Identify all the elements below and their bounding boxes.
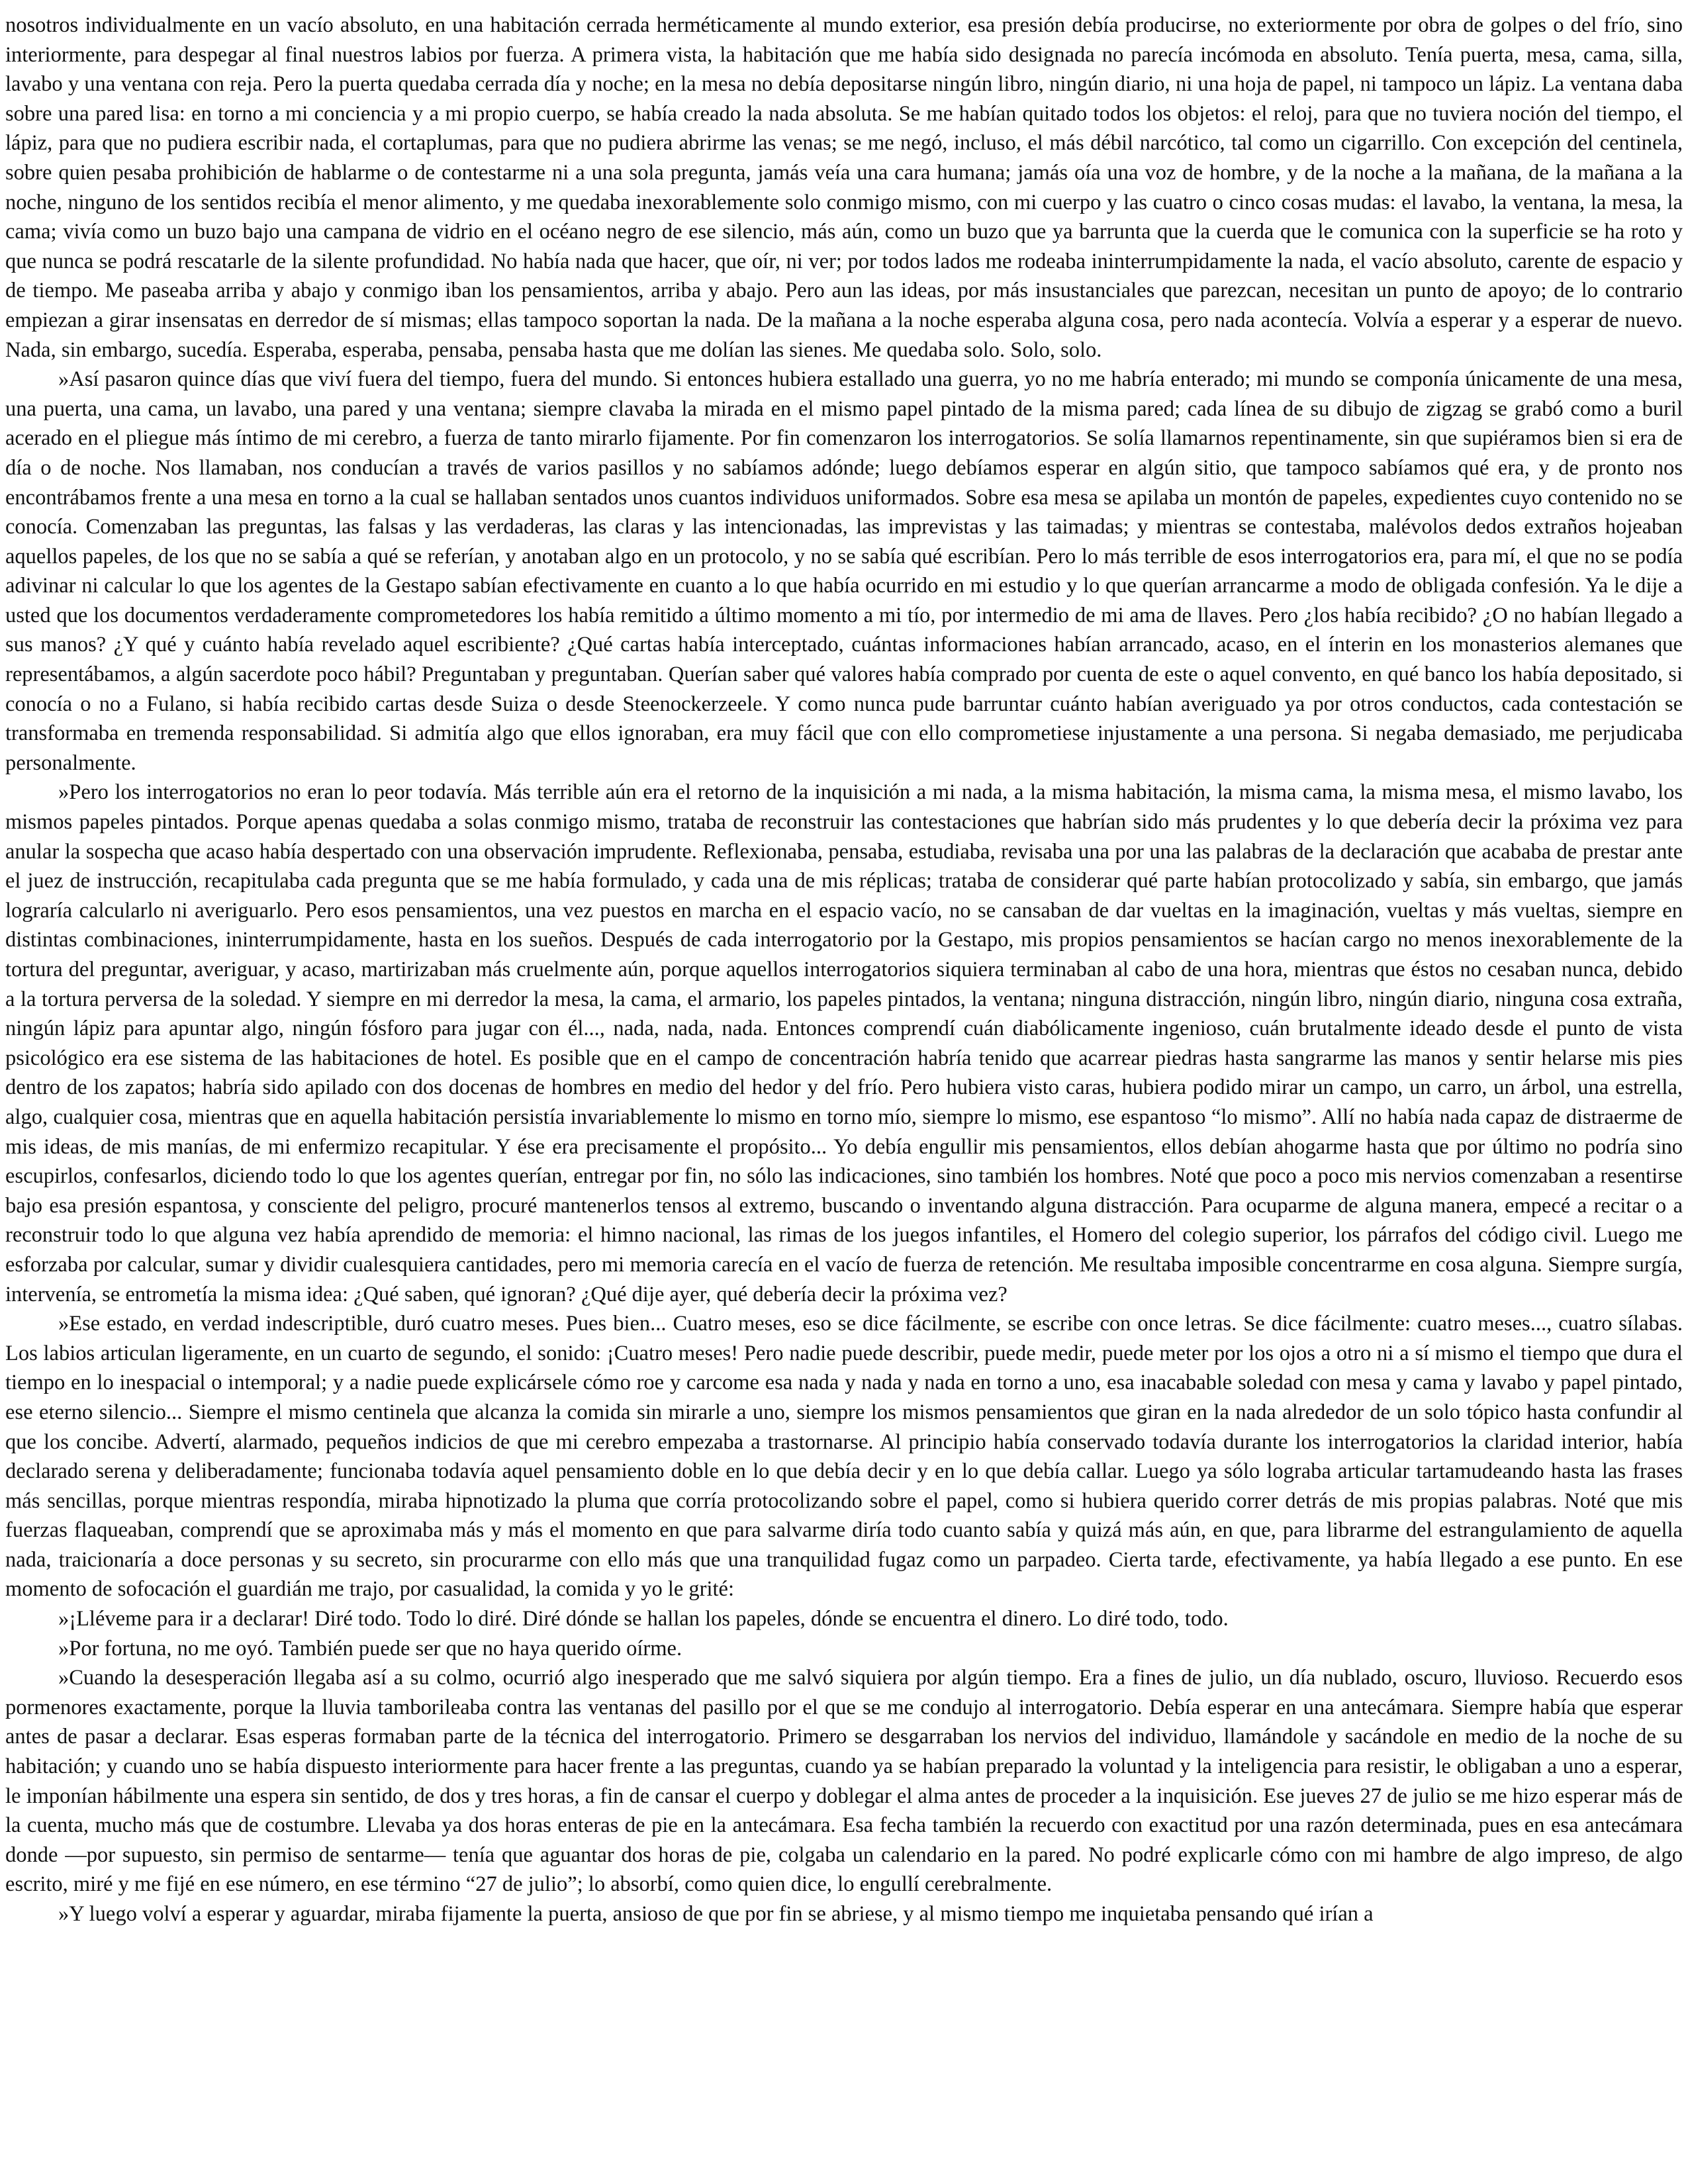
- paragraph: »¡Lléveme para ir a declarar! Diré todo. Todo lo diré. Diré dónde se hallan los papeles, dónde se encuentra el dinero. Lo diré todo, todo.: [58, 1607, 1229, 1631]
- document-page: [5, 11, 1683, 1929]
- paragraph: nosotros individualmente en un vacío absoluto, en una habitación cerrada herméticamente al mundo exterior, esa presión debía producirse, no exteriormente por obra de golpes o del frío, sino interiormente, para despegar al final nuestros labios por fuerza. A primera vista, la habitación que me había sido designada no parecía incómoda en absoluto. Tenía puerta, mesa, cama, silla, lavabo y una ventana con reja. Pero la puerta quedaba cerrada día y noche; en la mesa no debía depositarse ningún libro, ningún diario, ni una hoja de papel, ni tampoco un lápiz. La ventana daba sobre una pared lisa: en torno a mi conciencia y a mi propio cuerpo, se había creado la nada absoluta. Se me habían quitado todos los objetos: el reloj, para que no tuviera noción del tiempo, el lápiz, para que no pudiera escribir nada, el cortaplumas, para que no pudiera abrirme las venas; se me negó, incluso, el más débil narcótico, tal como un cigarrillo. Con excepción del centinela, sobre quien pesaba prohibición de hablarme o de contestarme ni a una sola pregunta, jamás veía una cara humana; jamás oía una voz de hombre, y de la noche a la mañana, de la mañana a la noche, ninguno de los sentidos recibía el menor alimento, y me quedaba inexorablemente solo conmigo mismo, con mi cuerpo y las cuatro o cinco cosas mudas: el lavabo, la ventana, la mesa, la cama; vivía como un buzo bajo una campana de vidrio en el océano negro de ese silencio, más aún, como un buzo que ya barrunta que la cuerda que le comunica con la superficie se ha roto y que nunca se podrá rescatarle de la silente profundidad. No había nada que hacer, que oír, ni ver; por todos lados me rodeaba ininterrumpidamente la nada, el vacío absoluto, carente de espacio y de tiempo. Me paseaba arriba y abajo y conmigo iban los pensamientos, arriba y abajo. Pero aun las ideas, por más insustanciales que parezcan, necesitan un punto de apoyo; de lo contrario empiezan a girar insensatas en derredor de sí mismas; ellas tampoco soportan la nada. De la mañana a la noche esperaba alguna cosa, pero nada acontecía. Volvía a esperar y a esperar de nuevo. Nada, sin embargo, sucedía. Esperaba, esperaba, pensaba, pensaba hasta que me dolían las sienes. Me quedaba solo. Solo, solo.: [5, 13, 1683, 362]
- paragraph: »Y luego volví a esperar y aguardar, miraba fijamente la puerta, ansioso de que por fin se abriese, y al mismo tiempo me inquietaba pensando qué irían a: [58, 1902, 1374, 1926]
- paragraph: »Ese estado, en verdad indescriptible, duró cuatro meses. Pues bien... Cuatro meses, eso se dice fácilmente, se escribe con once letras. Se dice fácilmente: cuatro meses..., cuatro sílabas. Los labios articulan ligeramente, en un cuarto de segundo, el sonido: ¡Cuatro meses! Pero nadie puede describir, puede medir, puede meter por los ojos a otro ni a sí mismo el tiempo que dura el tiempo en lo inespacial o intemporal; y a nadie puede explicársele cómo roe y carcome esa nada y nada y nada en torno a uno, esa inacabable soledad con mesa y cama y lavabo y papel pintado, ese eterno silencio... Siempre el mismo centinela que alcanza la comida sin mirarle a uno, siempre los mismos pensamientos que giran en la nada alrededor de un solo tópico hasta confundir al que los concibe. Advertí, alarmado, pequeños indicios de que mi cerebro empezaba a trastornarse. Al principio había conservado todavía durante los interrogatorios la claridad interior, había declarado serena y deliberadamente; funcionaba todavía aquel pensamiento doble en lo que debía decir y en lo que debía callar. Luego ya sólo lograba articular tartamudeando hasta las frases más sencillas, porque mientras respondía, miraba hipnotizado la pluma que corría protocolizando sobre el papel, como si hubiera querido correr detrás de mis propias palabras. Noté que mis fuerzas flaqueaban, comprendí que se aproximaba más y más el momento en que para salvarme diría todo cuanto sabía y quizá más aún, en que, para librarme del estrangulamiento de aquella nada, traicionaría a doce personas y su secreto, sin procurarme con ello más que una tranquilidad fugaz como un parpadeo. Cierta tarde, efectivamente, ya había llegado a ese punto. En ese momento de sofocación el guardián me trajo, por casualidad, la comida y yo le grité:: [5, 1312, 1683, 1602]
- paragraph: »Por fortuna, no me oyó. También puede ser que no haya querido oírme.: [58, 1636, 682, 1661]
- paragraph: »Cuando la desesperación llegaba así a su colmo, ocurrió algo inesperado que me salvó siquiera por algún tiempo. Era a fines de julio, un día nublado, oscuro, lluvioso. Recuerdo esos pormenores exactamente, porque la lluvia tamborileaba contra las ventanas del pasillo por el que se me condujo al interrogatorio. Debía esperar en una antecámara. Siempre había que esperar antes de pasar a declarar. Esas esperas formaban parte de la técnica del interrogatorio. Primero se desgarraban los nervios del individuo, llamándole y sacándole en medio de la noche de su habitación; y cuando uno se había dispuesto interiormente para hacer frente a las preguntas, cuando ya se habían preparado la voluntad y la inteligencia para resistir, le obligaban a uno a esperar, le imponían hábilmente una espera sin sentido, de dos y tres horas, a fin de cansar el cuerpo y doblegar el alma antes de proceder a la inquisición. Ese jueves 27 de julio se me hizo esperar más de la cuenta, mucho más que de costumbre. Llevaba ya dos horas enteras de pie en la antecámara. Esa fecha también la recuerdo con exactitud por una razón determinada, pues en esa antecámara donde —por supuesto, sin permiso de sentarme— tenía que aguantar dos horas de pie, colgaba un calendario en la pared. No podré explicarle cómo con mi hambre de algo impreso, de algo escrito, miré y me fijé en ese número, en ese término “27 de julio”; lo absorbí, como quien dice, lo engullí cerebralmente.: [5, 1666, 1683, 1897]
- paragraph: »Pero los interrogatorios no eran lo peor todavía. Más terrible aún era el retorno de la inquisición a mi nada, a la misma habitación, la misma cama, la misma mesa, el mismo lavabo, los mismos papeles pintados. Porque apenas quedaba a solas conmigo mismo, trataba de reconstruir las contestaciones que habrían sido más prudentes y lo que debería decir la próxima vez para anular la sospecha que acaso había despertado con una observación imprudente. Reflexionaba, pensaba, estudiaba, revisaba una por una las palabras de la declaración que acababa de prestar ante el juez de instrucción, recapitulaba cada pregunta que se me había formulado, y cada una de mis réplicas; trataba de considerar qué parte habían protocolizado y sabía, sin embargo, que jamás lograría calcularlo ni averiguarlo. Pero esos pensamientos, una vez puestos en marcha en el espacio vacío, no se cansaban de dar vueltas en la imaginación, vueltas y más vueltas, siempre en distintas combinaciones, ininterrumpidamente, hasta en los sueños. Después de cada interrogatorio por la Gestapo, mis propios pensamientos se hacían cargo no menos inexorablemente de la tortura del preguntar, averiguar, y acaso, martirizaban más cruelmente aún, porque aquellos interrogatorios siquiera terminaban al cabo de una hora, mientras que éstos no cesaban nunca, debido a la tortura perversa de la soledad. Y siempre en mi derredor la mesa, la cama, el armario, los papeles pintados, la ventana; ninguna distracción, ningún libro, ningún diario, ninguna cosa extraña, ningún lápiz para apuntar algo, ningún fósforo para jugar con él..., nada, nada, nada. Entonces comprendí cuán diabólicamente ingenioso, cuán brutalmente ideado desde el punto de vista psicológico era ese sistema de las habitaciones de hotel. Es posible que en el campo de concentración habría tenido que acarrear piedras hasta sangrarme las manos y sentir helarse mis pies dentro de los zapatos; habría sido apilado con dos docenas de hombres en medio del hedor y del frío. Pero hubiera visto caras, hubiera podido mirar un campo, un carro, un árbol, una estrella, algo, cualquier cosa, mientras que en aquella habitación persistía invariablemente lo mismo en torno mío, siempre lo mismo, ese espantoso “lo mismo”. Allí no había nada capaz de distraerme de mis ideas, de mis manías, de mi enfermizo recapitular. Y ése era precisamente el propósito... Yo debía engullir mis pensamientos, ellos debían ahogarme hasta que por último no podría sino escupirlos, confesarlos, diciendo todo lo que los agentes querían, entregar por fin, no sólo las indicaciones, sino también los hombres. Noté que poco a poco mis nervios comenzaban a resentirse bajo esa presión espantosa, y consciente del peligro, procuré mantenerlos tensos al extremo, buscando o inventando alguna distracción. Para ocuparme de alguna manera, empecé a recitar o a reconstruir todo lo que alguna vez había aprendido de memoria: el himno nacional, las rimas de los juegos infantiles, el Homero del colegio superior, los párrafos del código civil. Luego me esforzaba por calcular, sumar y dividir cualesquiera cantidades, pero mi memoria carecía en el vacío de fuerza de retención. Me resultaba imposible concentrarme en cosa alguna. Siempre surgía, intervenía, se entrometía la misma idea: ¿Qué saben, qué ignoran? ¿Qué dije ayer, qué debería decir la próxima vez?: [5, 780, 1683, 1306]
- paragraph: »Así pasaron quince días que viví fuera del tiempo, fuera del mundo. Si entonces hubiera estallado una guerra, yo no me habría enterado; mi mundo se componía únicamente de una mesa, una puerta, una cama, un lavabo, una pared y una ventana; siempre clavaba la mirada en el mismo papel pintado de la misma pared; cada línea de su dibujo de zigzag se grabó como a buril acerado en el pliegue más íntimo de mi cerebro, a fuerza de tanto mirarlo fijamente. Por fin comenzaron los interrogatorios. Se solía llamarnos repentinamente, sin que supiéramos bien si era de día o de noche. Nos llamaban, nos conducían a través de varios pasillos y no sabíamos adónde; luego debíamos esperar en algún sitio, que tampoco sabíamos qué era, y de pronto nos encontrábamos frente a una mesa en torno a la cual se hallaban sentados unos cuantos individuos uniformados. Sobre esa mesa se apilaba un montón de papeles, expedientes cuyo contenido no se conocía. Comenzaban las preguntas, las falsas y las verdaderas, las claras y las intencionadas, las imprevistas y las taimadas; y mientras se contestaba, malévolos dedos extraños hojeaban aquellos papeles, de los que no se sabía a qué se referían, y anotaban algo en un protocolo, y no se sabía qué escribían. Pero lo más terrible de esos interrogatorios era, para mí, el que no se podía adivinar ni calcular lo que los agentes de la Gestapo sabían efectivamente en cuanto a lo que había ocurrido en mi estudio y lo que querían arrancarme a modo de obligada confesión. Ya le dije a usted que los documentos verdaderamente comprometedores los había remitido a último momento a mi tío, por intermedio de mi ama de llaves. Pero ¿los había recibido? ¿O no habían llegado a sus manos? ¿Y qué y cuánto había revelado aquel escribiente? ¿Qué cartas había interceptado, cuántas informaciones habían arrancado, acaso, en el ínterin en los monasterios alemanes que representábamos, a algún sacerdote poco hábil? Preguntaban y preguntaban. Querían saber qué valores había comprado por cuenta de este o aquel convento, en qué banco los había depositado, si conocía o no a Fulano, si había recibido cartas desde Suiza o desde Steenockerzeele. Y como nunca pude barruntar cuánto habían averiguado ya por otros conductos, cada contestación se transformaba en tremenda responsabilidad. Si admitía algo que ellos ignoraban, era muy fácil que con ello comprometiese injustamente a una persona. Si negaba demasiado, me perjudicaba personalmente.: [5, 367, 1683, 775]
